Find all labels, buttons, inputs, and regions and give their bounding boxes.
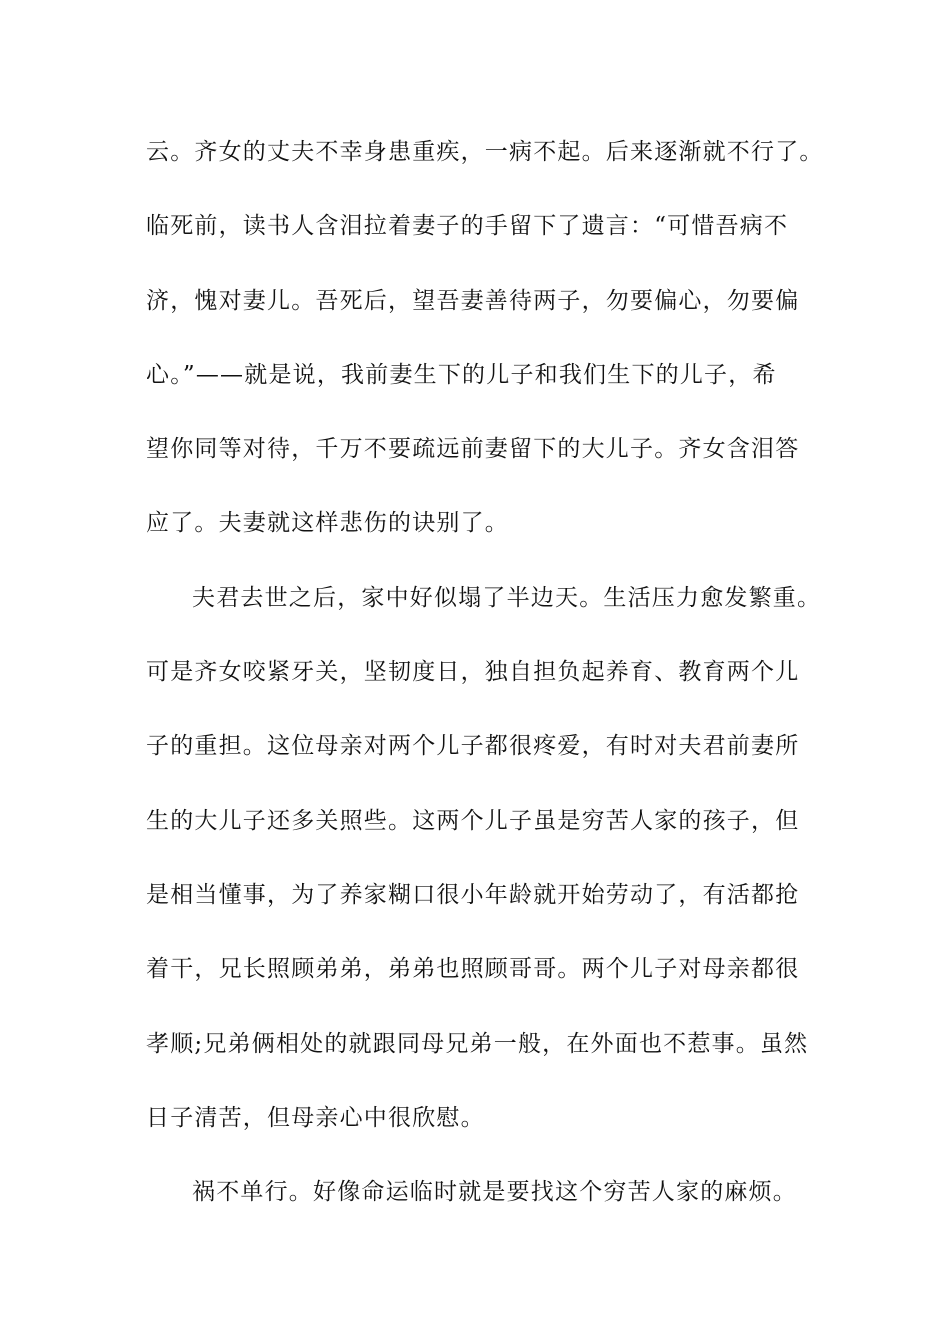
text-line-4: 心。”——就是说，我前妻生下的儿子和我们生下的儿子，希 (146, 361, 777, 388)
text-line-10: 生的大儿子还多关照些。这两个儿子虽是穷苦人家的孩子，但 (146, 807, 800, 834)
text-line-13: 孝顺;兄弟俩相处的就跟同母兄弟一般，在外面也不惹事。虽然 (146, 1030, 809, 1057)
body-text (146, 128, 824, 1242)
text-line-3: 济，愧对妻儿。吾死后，望吾妻善待两子，勿要偏心，勿要偏 (146, 287, 800, 314)
text-line-8: 可是齐女咬紧牙关，坚韧度日，独自担负起养育、教育两个儿 (146, 659, 800, 686)
text-line-11: 是相当懂事，为了养家糊口很小年龄就开始劳动了，有活都抢 (146, 881, 800, 908)
text-line-7: 夫君去世之后，家中好似塌了半边天。生活压力愈发繁重。 (192, 584, 822, 611)
text-line-5: 望你同等对待，千万不要疏远前妻留下的大儿子。齐女含泪答 (146, 436, 800, 463)
text-line-12: 着干，兄长照顾弟弟，弟弟也照顾哥哥。两个儿子对母亲都很 (146, 956, 800, 983)
text-line-2: 临死前，读书人含泪拉着妻子的手留下了遗言：“可惜吾病不 (146, 213, 789, 240)
text-line-6: 应了。夫妻就这样悲伤的诀别了。 (146, 510, 509, 537)
text-line-9: 子的重担。这位母亲对两个儿子都很疼爱，有时对夫君前妻所 (146, 733, 800, 760)
text-line-14: 日子清苦，但母亲心中很欣慰。 (146, 1104, 485, 1131)
text-line-15: 祸不单行。好像命运临时就是要找这个穷苦人家的麻烦。 (192, 1179, 797, 1206)
text-line-1: 云。齐女的丈夫不幸身患重疾，一病不起。后来逐渐就不行了。 (146, 139, 824, 165)
